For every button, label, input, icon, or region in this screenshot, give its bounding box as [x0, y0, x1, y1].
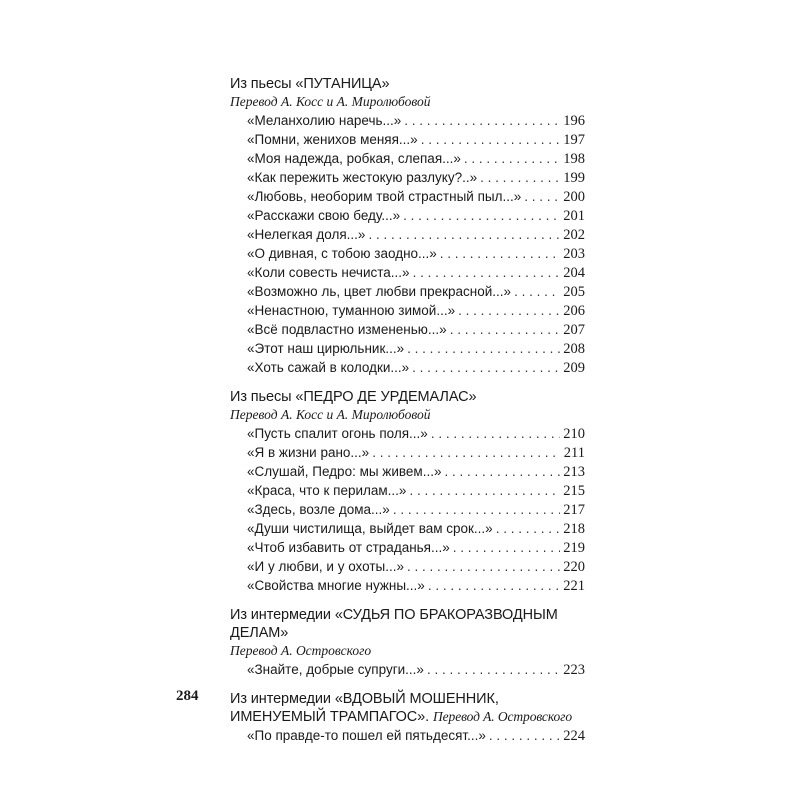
- dot-leader: [431, 424, 560, 443]
- dot-leader: [407, 557, 560, 576]
- dot-leader: [489, 726, 560, 745]
- entry-title: «Свойства многие нужны...»: [247, 578, 425, 593]
- toc-section: [230, 606, 585, 679]
- entry-title: «Здесь, возле дома...»: [247, 502, 390, 517]
- entry-page: 217: [563, 502, 585, 518]
- entry-page: 201: [563, 208, 585, 224]
- dot-leader: [412, 358, 560, 377]
- toc-entry: [230, 206, 585, 225]
- dot-leader: [428, 576, 560, 595]
- entry-title: «Меланхолию наречь...»: [247, 113, 402, 128]
- dot-leader: [393, 500, 560, 519]
- entry-page: 218: [563, 521, 585, 537]
- toc-entry: [230, 149, 585, 168]
- entry-title: «Возможно ль, цвет любви прекрасной...»: [247, 284, 512, 299]
- dot-leader: [496, 519, 561, 538]
- entry-title: «Как пережить жестокую разлуку?..»: [247, 170, 478, 185]
- toc-entry: [230, 320, 585, 339]
- dot-leader: [458, 301, 560, 320]
- section-title-text: Из интермедии «ВДОВЫЙ МОШЕННИК, ИМЕНУЕМЫЙ ТРАМПАГОС».: [230, 691, 499, 725]
- dot-leader: [453, 538, 560, 557]
- toc-section: [230, 690, 585, 745]
- dot-leader: [464, 149, 560, 168]
- section-translator: Перевод А. Островского: [230, 643, 372, 658]
- section-translator: Перевод А. Косс и А. Миролюбовой: [230, 94, 431, 109]
- toc-entry: [230, 443, 585, 462]
- entry-title: «Знайте, добрые супруги...»: [247, 662, 424, 677]
- entry-title: «По правде-то пошел ей пятьдесят...»: [247, 728, 486, 743]
- section-translator: Перевод А. Островского: [433, 709, 572, 724]
- dot-leader: [372, 443, 561, 462]
- entry-title: «Моя надежда, робкая, слепая...»: [247, 151, 461, 166]
- dot-leader: [450, 320, 561, 339]
- entry-title: «Всё подвластно измененью...»: [247, 322, 447, 337]
- section-title: Из пьесы «ПУТАНИЦА»: [230, 76, 390, 92]
- toc-entry: [230, 500, 585, 519]
- entry-page: 204: [563, 265, 585, 281]
- entry-page: 221: [563, 578, 585, 594]
- entry-page: 211: [563, 445, 585, 461]
- toc-entry: [230, 462, 585, 481]
- entry-title: «Ненастною, туманною зимой...»: [247, 303, 456, 318]
- toc-entry: [230, 301, 585, 320]
- entry-page: 200: [563, 189, 585, 205]
- dot-leader: [427, 660, 560, 679]
- entry-title: «Расскажи свою беду...»: [247, 208, 401, 223]
- toc-entry: [230, 339, 585, 358]
- page-number: 284: [176, 688, 199, 704]
- entry-title: «Слушай, Педро: мы живем...»: [247, 464, 442, 479]
- dot-leader: [407, 339, 560, 358]
- dot-leader: [444, 462, 560, 481]
- toc-section: [230, 388, 585, 595]
- entry-title: «И у любви, и у охоты...»: [247, 559, 405, 574]
- toc-entry: [230, 424, 585, 443]
- dot-leader: [413, 263, 561, 282]
- toc-section: [230, 75, 585, 377]
- toc-entry: [230, 187, 585, 206]
- entry-page: 197: [563, 132, 585, 148]
- entry-title: «Чтоб избавить от страданья...»: [247, 540, 450, 555]
- toc-entry: [230, 168, 585, 187]
- entry-page: 220: [563, 559, 585, 575]
- toc-entry: [230, 358, 585, 377]
- entry-page: 223: [563, 662, 585, 678]
- entry-page: 203: [563, 246, 585, 262]
- section-translator: Перевод А. Косс и А. Миролюбовой: [230, 407, 431, 422]
- toc-entry: [230, 726, 585, 745]
- toc-entry: [230, 130, 585, 149]
- entry-page: 208: [563, 341, 585, 357]
- entry-page: 219: [563, 540, 585, 556]
- toc-entry: [230, 519, 585, 538]
- dot-leader: [403, 206, 560, 225]
- toc-entry: [230, 660, 585, 679]
- entry-title: «Пусть спалит огонь поля...»: [247, 426, 428, 441]
- toc-entry: [230, 111, 585, 130]
- entry-title: «Я в жизни рано...»: [247, 445, 370, 460]
- entry-title: «Этот наш цирюльник...»: [247, 341, 405, 356]
- entry-title: «Коли совесть нечиста...»: [247, 265, 410, 280]
- entry-title: «О дивная, с тобою заодно...»: [247, 246, 437, 261]
- dot-leader: [480, 168, 560, 187]
- toc-entry: [230, 557, 585, 576]
- toc-entry: [230, 263, 585, 282]
- toc-entry: [230, 244, 585, 263]
- entry-page: 224: [563, 728, 585, 744]
- entry-page: 205: [563, 284, 585, 300]
- entry-title: «Краса, что к перилам...»: [247, 483, 407, 498]
- toc-entry: [230, 225, 585, 244]
- entry-page: 198: [563, 151, 585, 167]
- entry-title: «Любовь, необорим твой страстный пыл...»: [247, 189, 522, 204]
- entry-page: 199: [563, 170, 585, 186]
- table-of-contents: [230, 75, 585, 756]
- dot-leader: [524, 187, 560, 206]
- dot-leader: [409, 481, 560, 500]
- dot-leader: [368, 225, 560, 244]
- entry-page: 196: [563, 113, 585, 129]
- dot-leader: [514, 282, 560, 301]
- section-title-with-translator: [230, 690, 585, 726]
- entry-title: «Нелегкая доля...»: [247, 227, 366, 242]
- dot-leader: [440, 244, 560, 263]
- entry-page: 213: [563, 464, 585, 480]
- toc-entry: [230, 538, 585, 557]
- entry-page: 215: [563, 483, 585, 499]
- entry-page: 210: [563, 426, 585, 442]
- entry-page: 207: [563, 322, 585, 338]
- toc-entry: [230, 481, 585, 500]
- toc-entry: [230, 576, 585, 595]
- dot-leader: [421, 130, 561, 149]
- entry-title: «Хоть сажай в колодки...»: [247, 360, 410, 375]
- section-title: Из пьесы «ПЕДРО ДЕ УРДЕМАЛАС»: [230, 389, 477, 405]
- entry-title: «Души чистилища, выйдет вам срок...»: [247, 521, 493, 536]
- entry-page: 202: [563, 227, 585, 243]
- entry-title: «Помни, женихов меняя...»: [247, 132, 418, 147]
- entry-page: 206: [563, 303, 585, 319]
- entry-page: 209: [563, 360, 585, 376]
- section-title: Из интермедии «СУДЬЯ ПО БРАКОРАЗВОДНЫМ ДЕЛАМ»: [230, 607, 558, 641]
- toc-entry: [230, 282, 585, 301]
- dot-leader: [404, 111, 560, 130]
